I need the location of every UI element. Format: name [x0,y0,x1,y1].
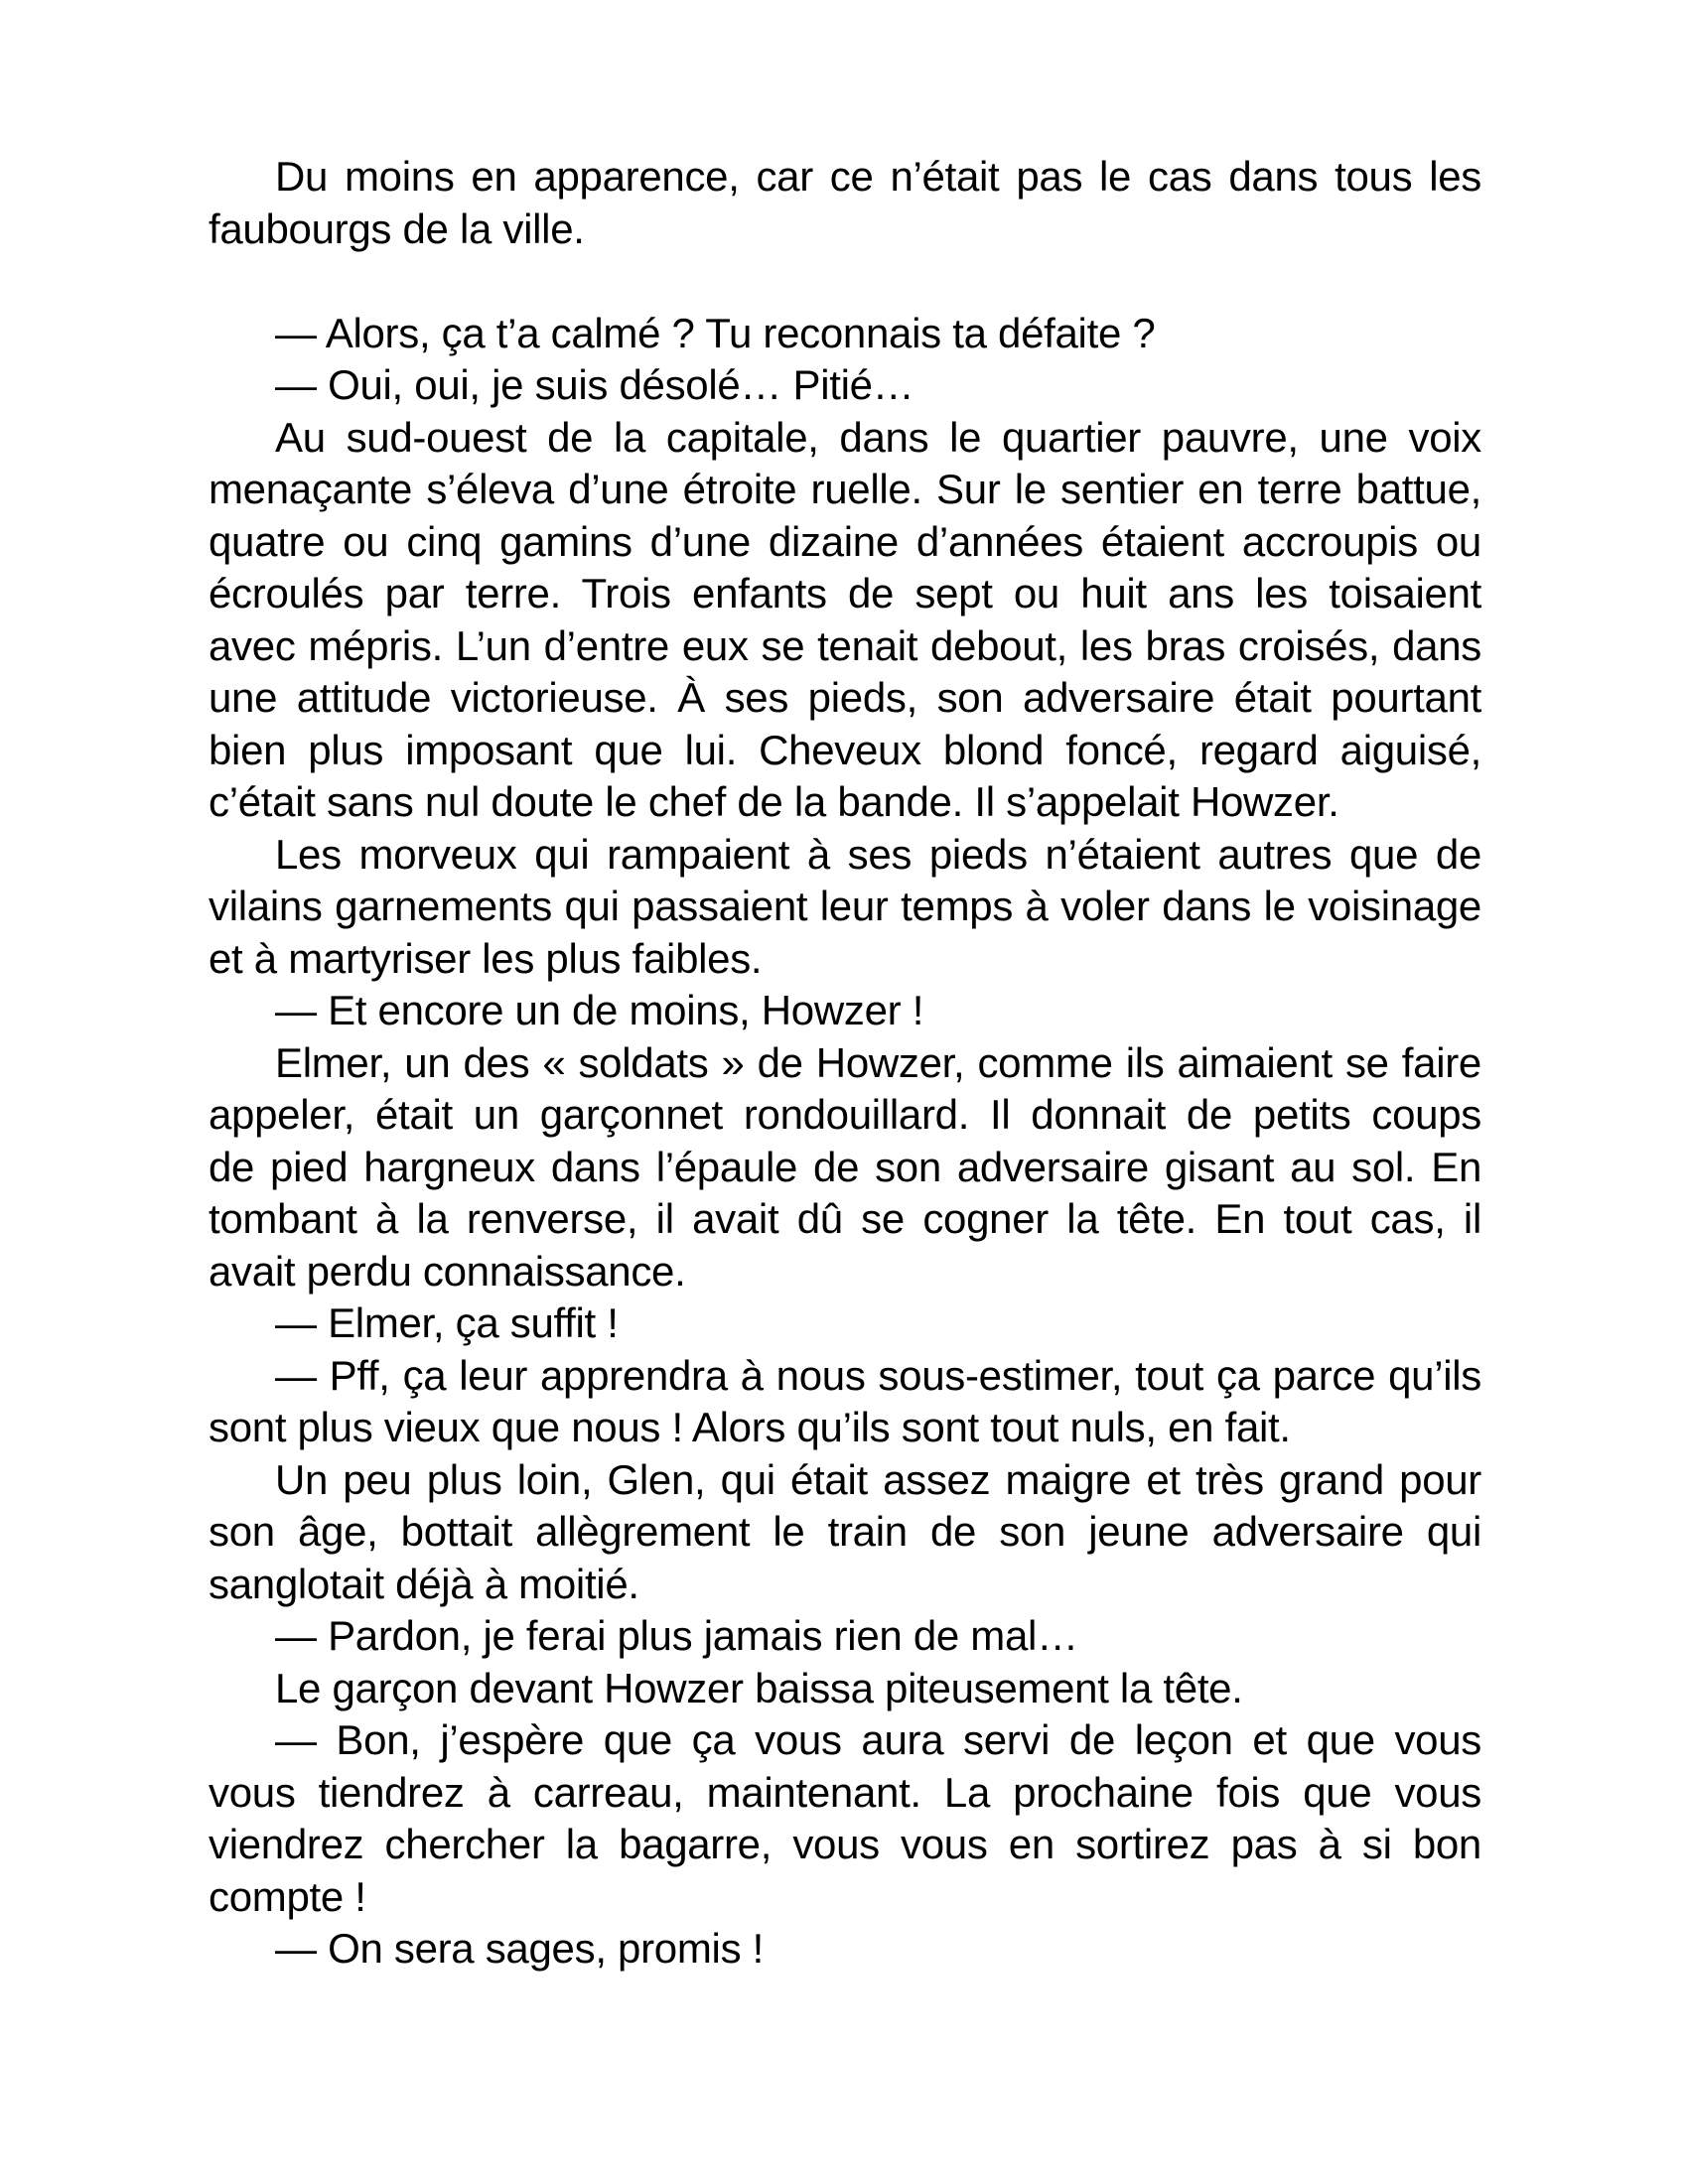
text-line: Du moins en apparence, car ce n’était pas le cas dans tous les [275,153,1481,200]
text-line: viendrez chercher la bagarre, vous vous en sortirez pas à si bon [209,1821,1481,1867]
paragraph [209,829,1481,986]
paragraph [209,985,1481,1037]
text-line: — Oui, oui, je suis désolé… Pitié… [275,361,914,408]
text-line: quatre ou cinq gamins d’une dizaine d’années étaient accroupis ou [209,517,1481,565]
text-line: bien plus imposant que lui. Cheveux blond foncé, regard aiguisé, [209,726,1481,773]
text-line: vous tiendrez à carreau, maintenant. La prochaine fois que vous [209,1768,1481,1816]
text-line: appeler, était un garçonnet rondouillard. Il donnait de petits coups [209,1091,1481,1138]
paragraph [209,308,1481,360]
text-line: une attitude victorieuse. À ses pieds, son adversaire était pourtant [209,674,1481,721]
text-line: — Alors, ça t’a calmé ? Tu reconnais ta défaite ? [275,309,1156,356]
paragraph [209,1297,1481,1350]
text-line: compte ! [209,1872,366,1920]
text-line: menaçante s’éleva d’une étroite ruelle. Sur le sentier en terre battue, [209,466,1481,512]
text-line: — Et encore un de moins, Howzer ! [275,987,924,1033]
paragraph [209,1454,1481,1611]
text-line: et à martyriser les plus faibles. [209,934,763,982]
paragraph [209,1923,1481,1976]
text-line: Un peu plus loin, Glen, qui était assez maigre et très grand pour [275,1455,1481,1503]
paragraph [209,1610,1481,1663]
text-line: Elmer, un des « soldats » de Howzer, comme ils aimaient se faire [275,1038,1481,1086]
text-line: sanglotait déjà à moitié. [209,1560,639,1607]
text-line: tombant à la renverse, il avait dû se cogner la tête. En tout cas, il [209,1195,1481,1242]
text-line: faubourgs de la ville. [209,205,585,252]
text-line: de pied hargneux dans l’épaule de son adversaire gisant au sol. En [209,1143,1481,1190]
text-line: c’était sans nul doute le chef de la bande. Il s’appelait Howzer. [209,778,1339,825]
text-line: Le garçon devant Howzer baissa piteusement la tête. [275,1664,1243,1711]
text-line: sont plus vieux que nous ! Alors qu’ils sont tout nuls, en fait. [209,1404,1291,1450]
text-line: — Bon, j’espère que ça vous aura servi de leçon et que vous [275,1716,1481,1763]
text-line: son âge, bottait allègrement le train de son jeune adversaire qui [209,1508,1481,1555]
text-line: écroulés par terre. Trois enfants de sept ou huit ans les toisaient [209,570,1481,616]
text-line: Au sud-ouest de la capitale, dans le quartier pauvre, une voix [275,413,1481,461]
text-line: — Elmer, ça suffit ! [275,1299,619,1346]
paragraph [209,412,1481,829]
paragraph [209,151,1481,255]
text-line: — Pff, ça leur apprendra à nous sous-estimer, tout ça parce qu’ils [275,1351,1481,1399]
text-line: avec mépris. L’un d’entre eux se tenait debout, les bras croisés, dans [209,621,1481,669]
paragraph [209,359,1481,412]
paragraph [209,1663,1481,1715]
text-line: vilains garnements qui passaient leur temps à voler dans le voisinage [209,883,1481,929]
text-line: avait perdu connaissance. [209,1247,686,1295]
paragraph [209,1350,1481,1454]
text-line: — Pardon, je ferai plus jamais rien de mal… [275,1612,1078,1659]
text-block [209,151,1481,1976]
paragraph [209,1714,1481,1923]
text-line: Les morveux qui rampaient à ses pieds n’étaient autres que de [275,830,1481,878]
paragraph [209,1037,1481,1298]
text-line: — On sera sages, promis ! [275,1925,765,1972]
